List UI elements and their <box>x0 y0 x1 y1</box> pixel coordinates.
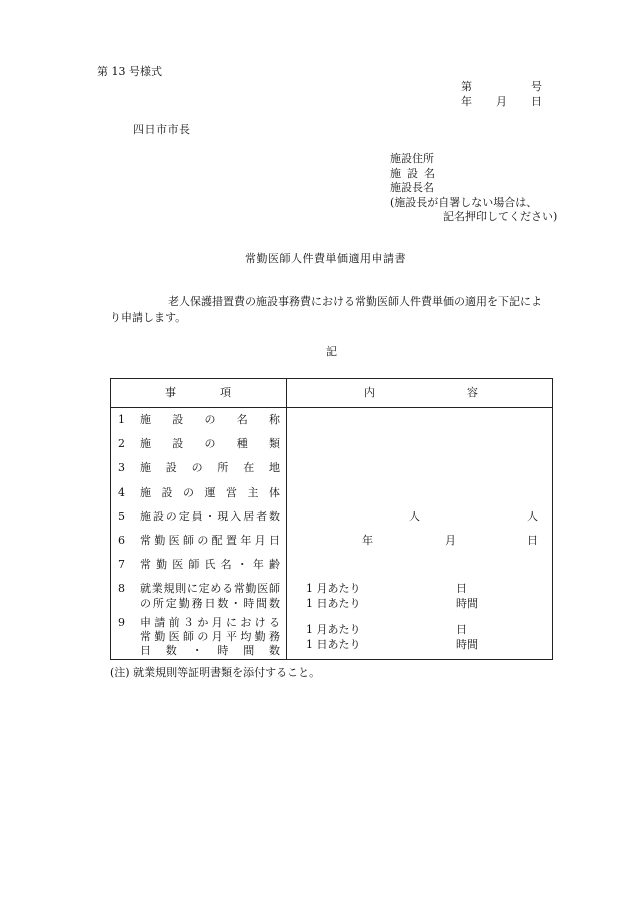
assign-year: 年 <box>362 534 373 547</box>
date-year: 年 <box>461 95 472 108</box>
signature-note-line2: 記名押印してください) <box>443 210 558 223</box>
per-day-unit: 時間 <box>456 597 478 610</box>
facility-head-label: 施設長名 <box>390 181 434 194</box>
row-number: 9 <box>118 616 125 629</box>
row-label-line1: 就業規則に定める常勤医師 <box>140 582 280 595</box>
row-number: 2 <box>118 437 125 450</box>
date-month: 月 <box>496 95 507 108</box>
document-title: 常勤医師人件費単価適用申請書 <box>245 252 406 265</box>
assign-day: 日 <box>527 534 538 547</box>
per-day-label: 1 日あたり <box>306 597 361 610</box>
signature-note-line1: (施設長が自署しない場合は、 <box>390 196 538 209</box>
per-day-label: 1 日あたり <box>306 638 361 651</box>
per-day-unit: 時間 <box>456 638 478 651</box>
row-label: 施設の種類 <box>140 437 280 450</box>
per-month-unit: 日 <box>456 623 467 636</box>
application-table <box>110 378 553 660</box>
date-day: 日 <box>531 95 542 108</box>
footnote: (注) 就業規則等証明書類を添付すること。 <box>110 666 321 679</box>
row-number: 3 <box>118 461 125 474</box>
body-line-1: 老人保護措置費の施設事務費における常勤医師人件費単価の適用を下記によ <box>168 295 542 308</box>
doc-number-go: 号 <box>531 80 542 93</box>
facility-name-label: 施設名 <box>390 167 435 180</box>
per-month-unit: 日 <box>456 582 467 595</box>
per-month-label: 1 月あたり <box>306 582 361 595</box>
row-label: 常勤医師氏名・年齢 <box>140 558 280 571</box>
row-number: 4 <box>118 486 125 499</box>
table-column-divider <box>286 379 287 659</box>
body-line-2: り申請します。 <box>110 311 187 324</box>
row-label: 施設の運営主体 <box>140 486 280 499</box>
facility-address-label: 施設住所 <box>390 152 434 165</box>
per-month-label: 1 月あたり <box>306 623 361 636</box>
header-content: 内容 <box>364 386 478 399</box>
row-label: 施設の所在地 <box>140 461 280 474</box>
doc-number-dai: 第 <box>461 80 472 93</box>
ki-label: 記 <box>326 345 337 358</box>
header-item: 事項 <box>165 386 231 399</box>
row-number: 7 <box>118 558 125 571</box>
row-number: 1 <box>118 413 125 426</box>
capacity-unit: 人 <box>409 510 420 523</box>
row-label-line1: 申請前３か月における <box>140 616 280 629</box>
row-label: 施設の定員・現入居者数 <box>140 510 280 523</box>
row-label: 常勤医師の配置年月日 <box>140 534 280 547</box>
table-header-divider <box>111 407 552 408</box>
addressee: 四日市市長 <box>133 123 191 136</box>
row-number: 5 <box>118 510 125 523</box>
row-number: 8 <box>118 582 125 595</box>
row-label-line3: 日数・時間数 <box>140 644 280 657</box>
row-label: 施設の名称 <box>140 413 280 426</box>
form-number: 第 13 号様式 <box>97 65 162 78</box>
row-label-line2: の所定勤務日数・時間数 <box>140 597 280 610</box>
row-label-line2: 常勤医師の月平均勤務 <box>140 630 280 643</box>
assign-month: 月 <box>445 534 456 547</box>
row-number: 6 <box>118 534 125 547</box>
residents-unit: 人 <box>527 510 538 523</box>
